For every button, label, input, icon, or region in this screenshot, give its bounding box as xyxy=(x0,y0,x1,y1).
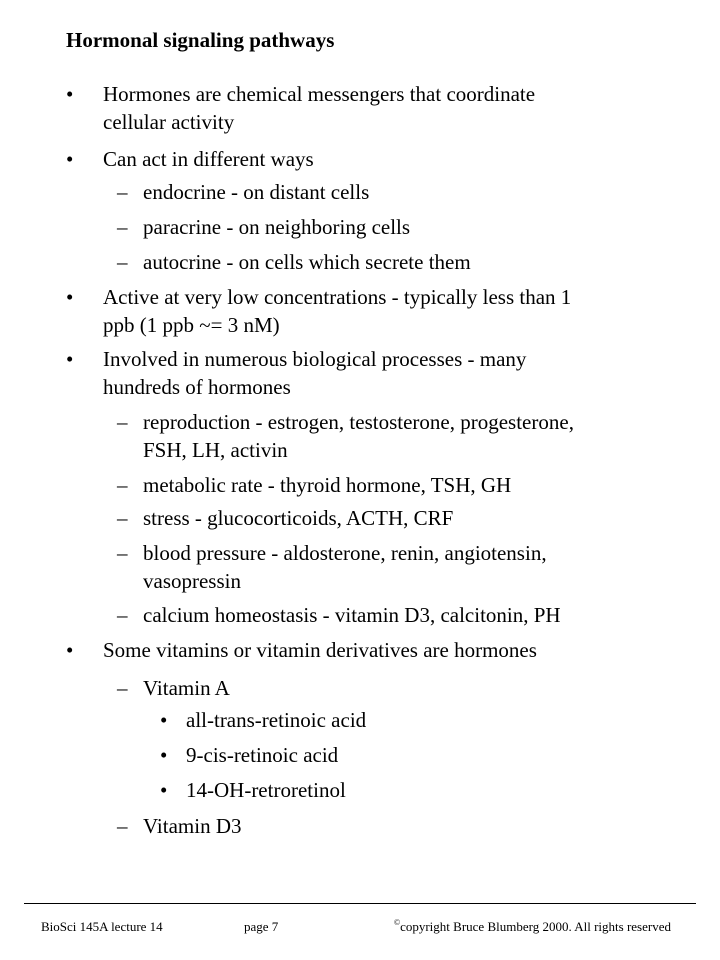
dash-marker: – xyxy=(117,541,128,565)
outline-item-text: Active at very low concentrations - typically less than 1 xyxy=(103,285,572,309)
bullet-marker: • xyxy=(66,285,74,309)
dash-marker: – xyxy=(117,215,128,239)
outline-item-level-2 xyxy=(117,674,230,702)
outline-item-text: endocrine - on distant cells xyxy=(143,180,370,204)
bullet-marker: • xyxy=(66,347,74,371)
outline-item-level-2 xyxy=(117,539,547,595)
copyright-symbol: © xyxy=(394,918,401,927)
bullet-marker: • xyxy=(66,147,74,171)
outline-item-level-2 xyxy=(117,601,561,629)
dash-marker: – xyxy=(117,250,128,274)
outline-item-level-3 xyxy=(160,776,346,804)
bullet-marker: • xyxy=(160,778,168,802)
outline-item-level-1 xyxy=(66,80,536,136)
outline-item-level-2 xyxy=(117,408,574,464)
outline-item-level-1 xyxy=(66,636,537,664)
outline-item-level-2 xyxy=(117,504,454,532)
outline-item-text: 9-cis-retinoic acid xyxy=(186,743,339,767)
dash-marker: – xyxy=(117,814,128,838)
outline-item-level-2 xyxy=(117,213,411,241)
footer-divider xyxy=(24,903,696,904)
outline-item-continuation: FSH, LH, activin xyxy=(143,438,288,462)
outline-item-text: Some vitamins or vitamin derivatives are hormones xyxy=(103,638,537,662)
outline-item-level-2 xyxy=(117,178,370,206)
outline-item-text: reproduction - estrogen, testosterone, progesterone, xyxy=(143,410,574,434)
bullet-marker: • xyxy=(160,743,168,767)
outline-item-text: metabolic rate - thyroid hormone, TSH, GH xyxy=(143,473,512,497)
outline-item-level-1 xyxy=(66,283,572,339)
outline-item-text: 14-OH-retroretinol xyxy=(186,778,346,802)
outline-item-text: blood pressure - aldosterone, renin, angiotensin, xyxy=(143,541,547,565)
outline-item-text: Vitamin A xyxy=(143,676,230,700)
outline-item-text: all-trans-retinoic acid xyxy=(186,708,367,732)
outline-item-level-1 xyxy=(66,345,527,401)
dash-marker: – xyxy=(117,506,128,530)
outline-item-continuation: hundreds of hormones xyxy=(103,375,291,399)
page-title: Hormonal signaling pathways xyxy=(66,28,335,52)
outline-item-text: Can act in different ways xyxy=(103,147,314,171)
outline-item-level-2 xyxy=(117,248,471,276)
bullet-marker: • xyxy=(160,708,168,732)
footer-course: BioSci 145A lecture 14 xyxy=(41,919,163,934)
bullet-marker: • xyxy=(66,638,74,662)
outline-item-text: Hormones are chemical messengers that coordinate xyxy=(103,82,536,106)
dash-marker: – xyxy=(117,180,128,204)
outline-item-level-3 xyxy=(160,706,367,734)
outline-item-text: paracrine - on neighboring cells xyxy=(143,215,411,239)
dash-marker: – xyxy=(117,473,128,497)
outline-item-text: stress - glucocorticoids, ACTH, CRF xyxy=(143,506,454,530)
outline-item-continuation: vasopressin xyxy=(143,569,241,593)
outline-item-continuation: ppb (1 ppb ~= 3 nM) xyxy=(103,313,280,337)
dash-marker: – xyxy=(117,676,128,700)
outline-item-level-2 xyxy=(117,812,242,840)
footer-copyright xyxy=(394,919,671,935)
outline-item-text: Vitamin D3 xyxy=(143,814,242,838)
outline-item-text: Involved in numerous biological processes - many xyxy=(103,347,527,371)
dash-marker: – xyxy=(117,603,128,627)
outline-item-text: autocrine - on cells which secrete them xyxy=(143,250,471,274)
bullet-marker: • xyxy=(66,82,74,106)
outline-item-text: calcium homeostasis - vitamin D3, calcitonin, PH xyxy=(143,603,561,627)
outline-item-level-2 xyxy=(117,471,512,499)
outline-item-level-1 xyxy=(66,145,314,173)
footer-copyright-text: copyright Bruce Blumberg 2000. All rights reserved xyxy=(400,919,671,934)
footer-page-number: page 7 xyxy=(244,919,279,934)
dash-marker: – xyxy=(117,410,128,434)
outline-item-level-3 xyxy=(160,741,339,769)
outline-item-continuation: cellular activity xyxy=(103,110,235,134)
